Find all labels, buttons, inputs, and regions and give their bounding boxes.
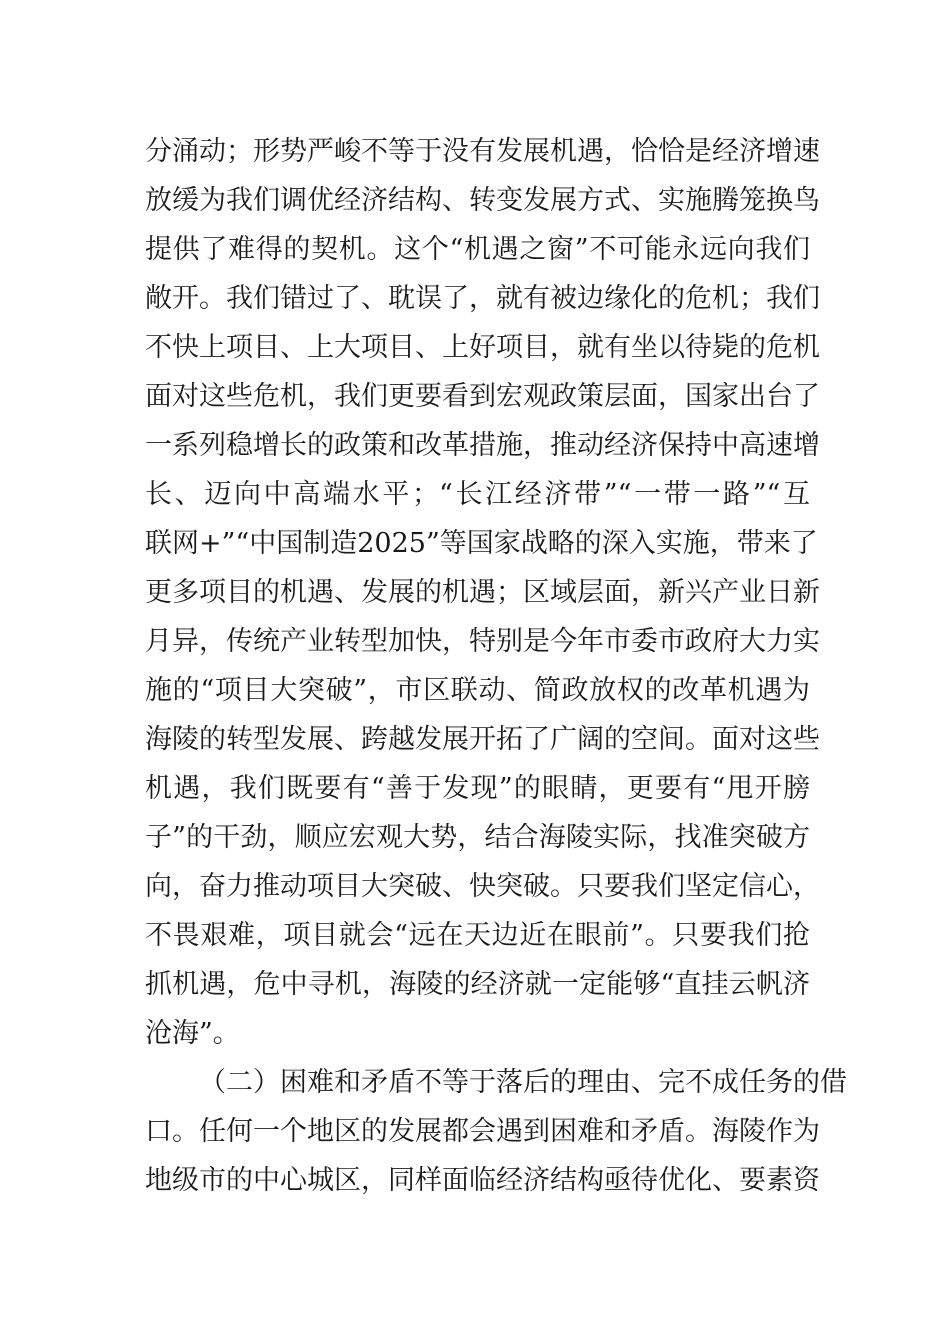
text-line-22: 地级市的中心城区，同样面临经济结构亟待优化、要素资 — [145, 1165, 820, 1196]
text-line-9: 联网+”“中国制造2025”等国家战略的深入实施，带来了 — [145, 528, 818, 559]
text-line-20: （二）困难和矛盾不等于落后的理由、完不成任务的借 — [199, 1067, 847, 1098]
text-line-7: 一系列稳增长的政策和改革措施，推动经济保持中高速增 — [145, 430, 820, 461]
text-line-2: 放缓为我们调优经济结构、转变发展方式、实施腾笼换鸟 — [145, 185, 820, 216]
text-line-3: 提供了难得的契机。这个“机遇之窗”不可能永远向我们 — [145, 234, 810, 265]
text-line-21: 口。任何一个地区的发展都会遇到困难和矛盾。海陵作为 — [145, 1116, 820, 1147]
text-line-8: 长、迈向中高端水平；“长江经济带”“一带一路”“互 — [145, 479, 810, 510]
text-line-12: 施的“项目大突破”，市区联动、简政放权的改革机遇为 — [145, 675, 810, 706]
text-line-6: 面对这些危机，我们更要看到宏观政策层面，国家出台了 — [145, 381, 820, 412]
text-line-13: 海陵的转型发展、跨越发展开拓了广阔的空间。面对这些 — [145, 724, 820, 755]
text-line-17: 不畏艰难，项目就会“远在天边近在眼前”。只要我们抢 — [145, 920, 810, 951]
text-line-15: 子”的干劲，顺应宏观大势，结合海陵实际，找准突破方 — [145, 822, 810, 853]
text-line-18: 抓机遇，危中寻机，海陵的经济就一定能够“直挂云帆济 — [145, 969, 810, 1000]
body-text — [145, 127, 847, 1205]
text-line-11: 月异，传统产业转型加快，特别是今年市委市政府大力实 — [145, 626, 820, 657]
text-line-10: 更多项目的机遇、发展的机遇；区域层面，新兴产业日新 — [145, 577, 820, 608]
text-line-19: 沧海”。 — [145, 1018, 240, 1049]
text-line-5: 不快上项目、上大项目、上好项目，就有坐以待毙的危机 — [145, 332, 820, 363]
text-line-1: 分涌动；形势严峻不等于没有发展机遇，恰恰是经济增速 — [145, 136, 820, 167]
text-line-14: 机遇，我们既要有“善于发现”的眼睛，更要有“甩开膀 — [145, 773, 810, 804]
text-line-4: 敞开。我们错过了、耽误了，就有被边缘化的危机；我们 — [145, 283, 820, 314]
text-line-16: 向，奋力推动项目大突破、快突破。只要我们坚定信心， — [145, 871, 820, 902]
